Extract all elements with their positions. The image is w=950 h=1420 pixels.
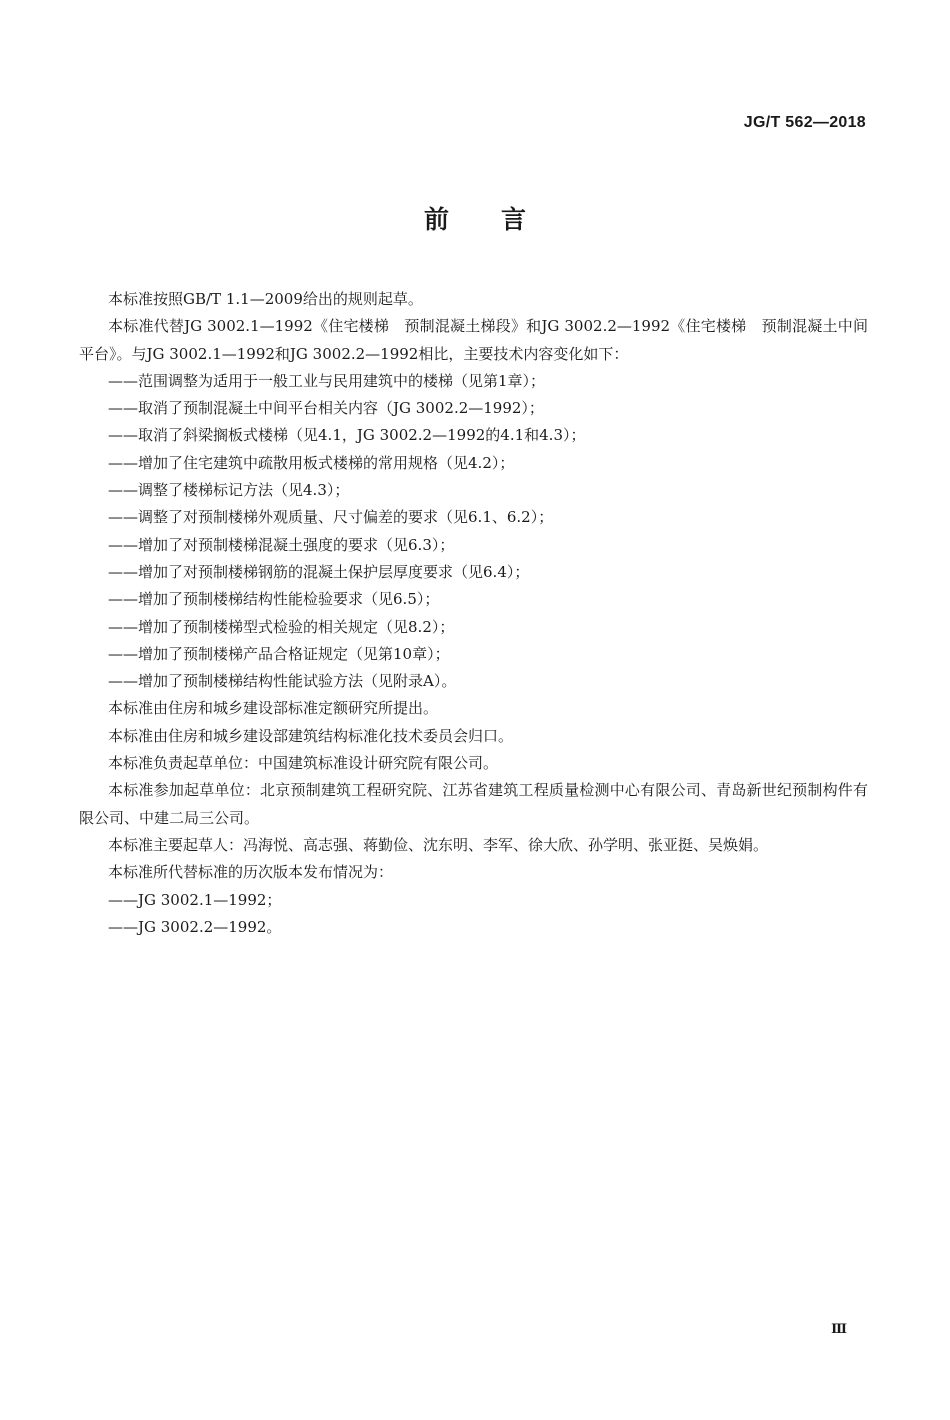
page-title: 前言 xyxy=(423,205,578,234)
change-item: ——增加了预制楼梯结构性能检验要求（见6.5）； xyxy=(108,590,440,609)
paragraph-drafting-rules: 本标准按照GB/T 1.1—2009给出的规则起草。 xyxy=(108,290,423,308)
paragraph-lead-drafter: 本标准负责起草单位：中国建筑标准设计研究院有限公司。 xyxy=(108,754,499,773)
paragraph-proposer: 本标准由住房和城乡建设部标准定额研究所提出。 xyxy=(108,699,439,718)
change-item: ——范围调整为适用于一般工业与民用建筑中的楼梯（见第1章）； xyxy=(108,371,546,390)
history-item: ——JG 3002.2—1992。 xyxy=(108,917,282,936)
page-number: Ⅲ xyxy=(831,1322,847,1337)
change-item: ——调整了楼梯标记方法（见4.3）； xyxy=(108,481,350,500)
change-item: ——取消了斜梁搁板式楼梯（见4.1，JG 3002.2—1992的4.1和4.3）； xyxy=(108,426,586,445)
change-item: ——增加了预制楼梯型式检验的相关规定（见8.2）； xyxy=(108,617,455,636)
foreword-body xyxy=(79,286,868,941)
change-item: ——增加了对预制楼梯钢筋的混凝土保护层厚度要求（见6.4）； xyxy=(108,562,530,581)
change-item: ——增加了对预制楼梯混凝土强度的要求（见6.3）； xyxy=(108,535,455,554)
change-item: ——增加了预制楼梯产品合格证规定（见第10章）； xyxy=(108,644,450,663)
paragraph-main-drafters: 本标准主要起草人：冯海悦、高志强、蒋勤俭、沈东明、李军、徐大欣、孙学明、张亚挺、吴焕娟。 xyxy=(108,835,769,854)
change-item: ——调整了对预制楼梯外观质量、尺寸偏差的要求（见6.1、6.2）； xyxy=(108,508,554,527)
paragraph-committee: 本标准由住房和城乡建设部建筑结构标准化技术委员会归口。 xyxy=(108,726,514,745)
change-item: ——增加了预制楼梯结构性能试验方法（见附录A）。 xyxy=(108,672,457,691)
paragraph-history-intro: 本标准所代替标准的历次版本发布情况为： xyxy=(108,863,394,882)
standard-code: JG/T 562—2018 xyxy=(743,114,866,131)
history-item: ——JG 3002.1—1992； xyxy=(108,890,282,909)
paragraph-participating-drafters: 本标准参加起草单位：北京预制建筑工程研究院、江苏省建筑工程质量检测中心有限公司、青岛新世纪预制构件有限公司、中建二局三公司。 xyxy=(79,781,868,827)
paragraph-replacement: 本标准代替JG 3002.1—1992《住宅楼梯 预制混凝土梯段》和JG 3002.2—1992《住宅楼梯 预制混凝土中间平台》。与JG 3002.1—1992和JG 3002.2—1992相比，主要技术内容变化如下： xyxy=(79,317,868,363)
change-item: ——取消了预制混凝土中间平台相关内容（JG 3002.2—1992）； xyxy=(108,399,544,418)
change-item: ——增加了住宅建筑中疏散用板式楼梯的常用规格（见4.2）； xyxy=(108,453,515,472)
